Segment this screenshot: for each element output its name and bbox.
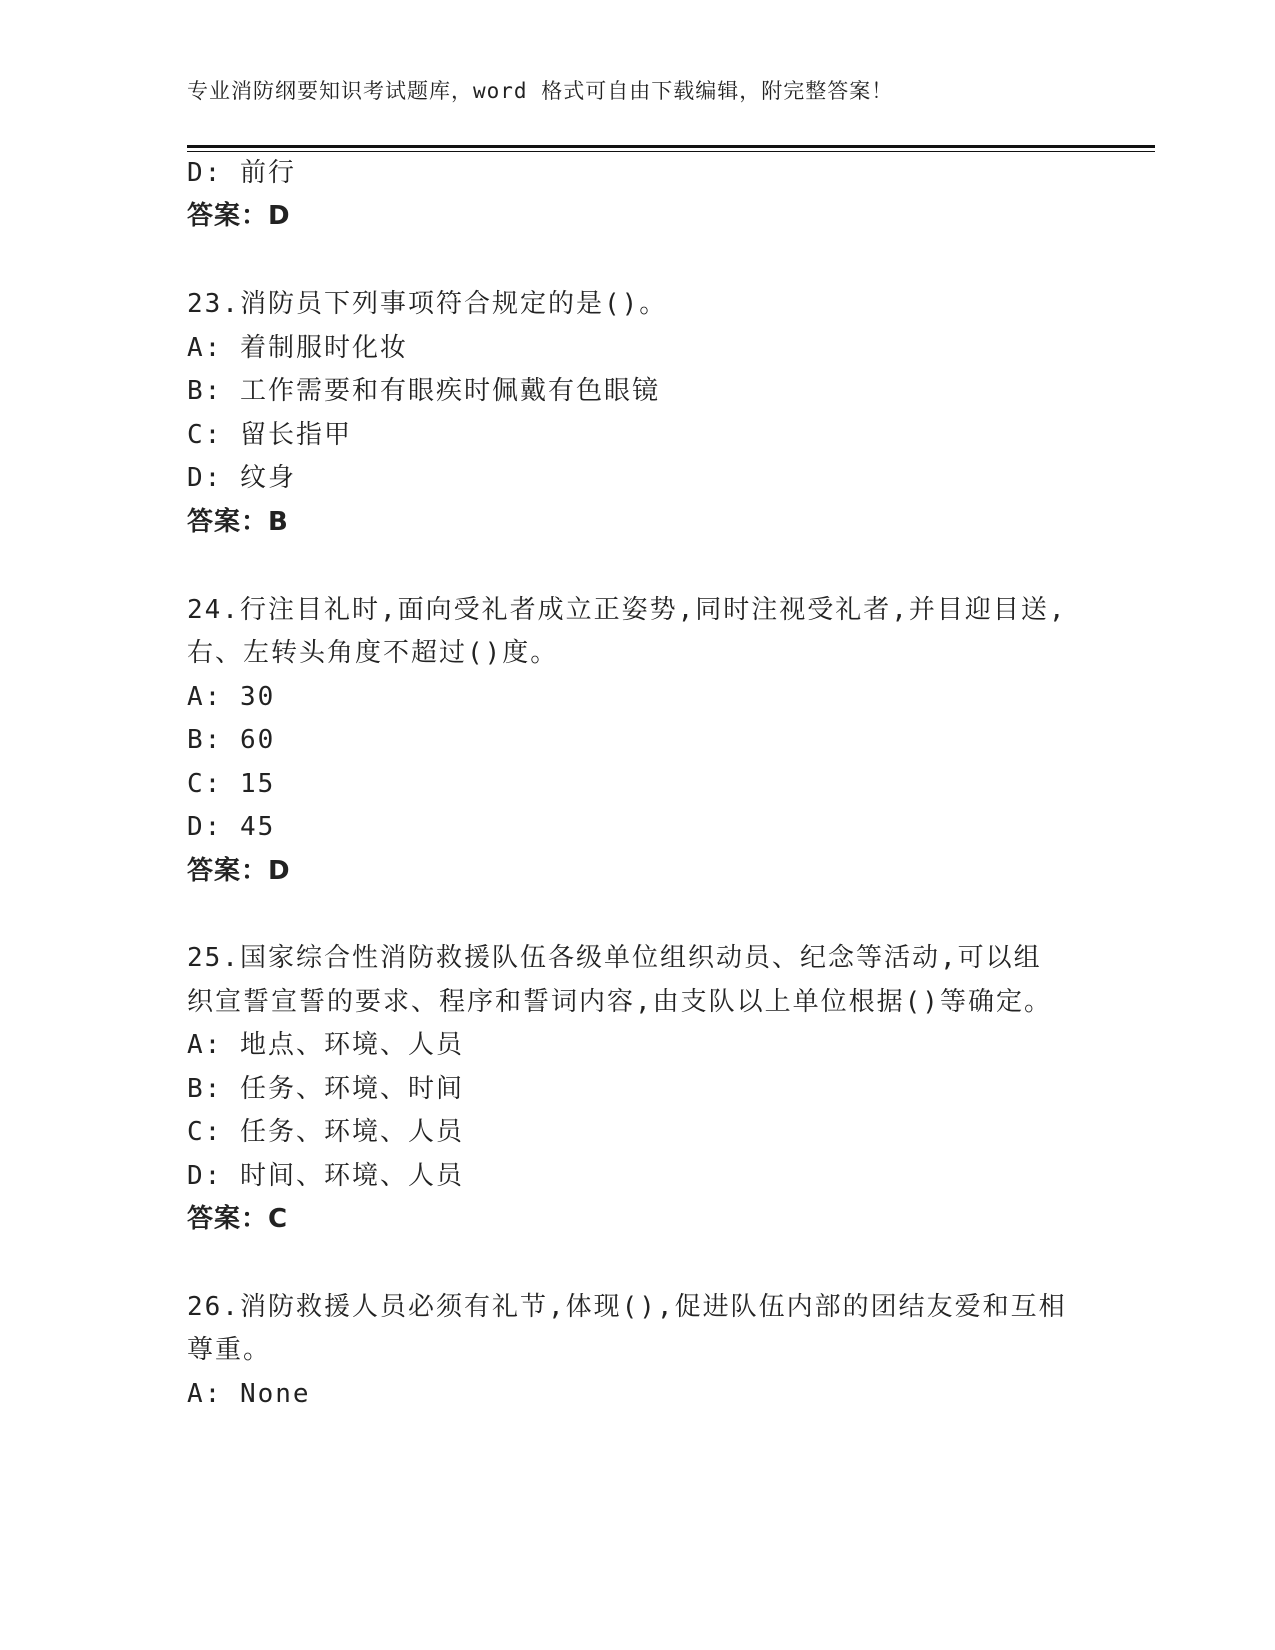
- q24-answer: 答案：D: [187, 856, 291, 886]
- q26-stem-line-1: 26.消防救援人员必须有礼节,体现(),促进队伍内部的团结友爱和互相: [187, 1292, 1067, 1322]
- q25-option-c: C: 任务、环境、人员: [187, 1117, 464, 1147]
- q23-stem-line-1: 23.消防员下列事项符合规定的是()。: [187, 289, 668, 319]
- q24-option-b: B: 60: [187, 725, 276, 755]
- header-divider-thin: [187, 151, 1155, 152]
- q24-stem-line-2: 右、左转头角度不超过()度。: [187, 638, 559, 668]
- q26-stem-line-2: 尊重。: [187, 1335, 272, 1365]
- q25-stem-line-2: 织宣誓宣誓的要求、程序和誓词内容,由支队以上单位根据()等确定。: [187, 987, 1052, 1017]
- q23-option-a: A: 着制服时化妆: [187, 333, 408, 363]
- prev-answer: 答案：D: [187, 201, 291, 231]
- q23-option-b: B: 工作需要和有眼疾时佩戴有色眼镜: [187, 376, 660, 406]
- q25-option-d: D: 时间、环境、人员: [187, 1161, 464, 1191]
- q23-option-d: D: 纹身: [187, 463, 296, 493]
- q24-option-a: A: 30: [187, 682, 276, 712]
- q24-option-d: D: 45: [187, 812, 276, 842]
- prev-option-d: D: 前行: [187, 158, 296, 188]
- q25-option-b: B: 任务、环境、时间: [187, 1074, 464, 1104]
- q25-option-a: A: 地点、环境、人员: [187, 1030, 464, 1060]
- q26-option-a: A: None: [187, 1379, 311, 1409]
- q24-option-c: C: 15: [187, 769, 276, 799]
- q23-option-c: C: 留长指甲: [187, 420, 352, 450]
- header-divider-thick: [187, 145, 1155, 148]
- q25-stem-line-1: 25.国家综合性消防救援队伍各级单位组织动员、纪念等活动,可以组: [187, 943, 1042, 973]
- q23-answer: 答案：B: [187, 507, 289, 537]
- q24-stem-line-1: 24.行注目礼时,面向受礼者成立正姿势,同时注视受礼者,并目迎目送,: [187, 595, 1067, 625]
- q25-answer: 答案：C: [187, 1204, 289, 1234]
- document-header: 专业消防纲要知识考试题库，word 格式可自由下载编辑，附完整答案！: [187, 79, 894, 103]
